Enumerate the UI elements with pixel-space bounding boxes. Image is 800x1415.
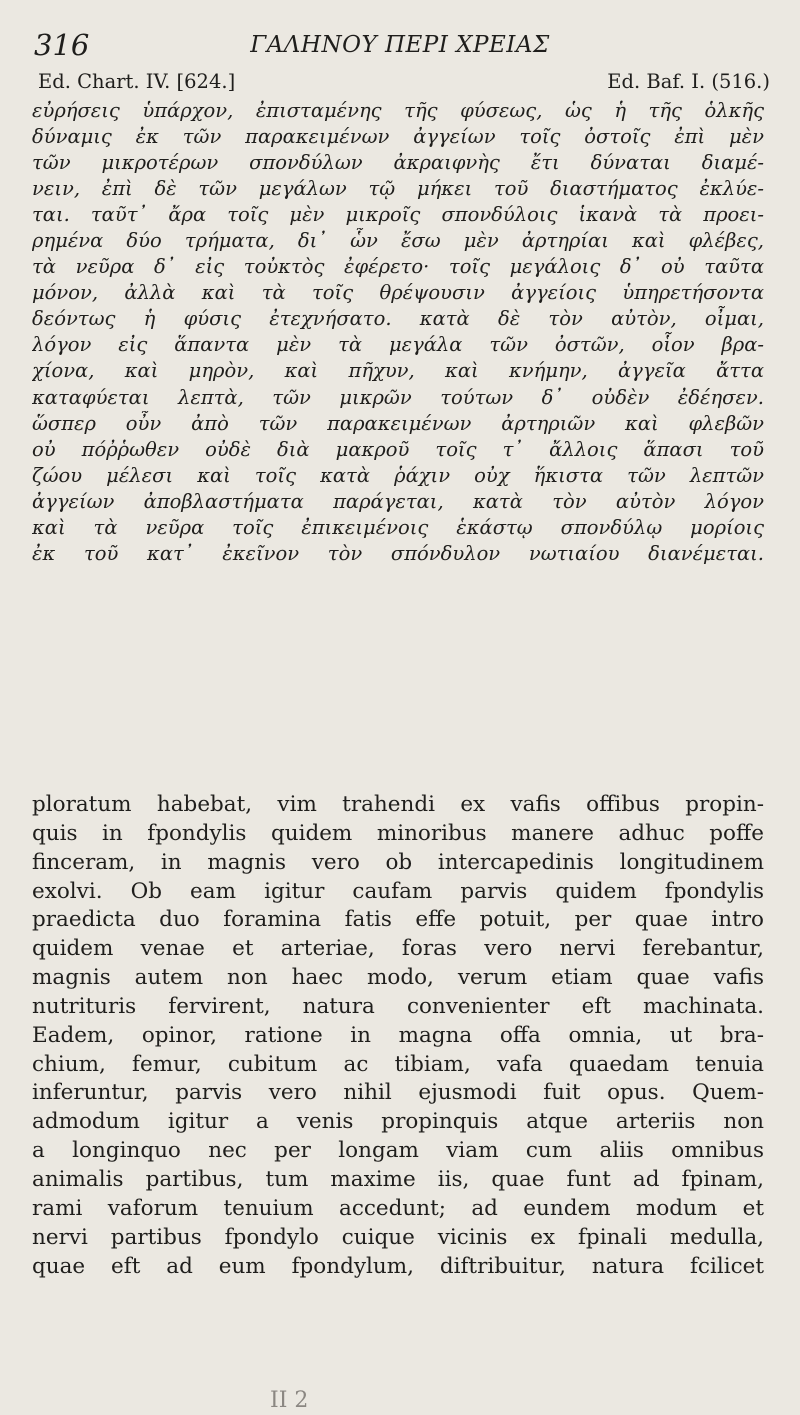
greek-text-line: λόγον εἰς ἅπαντα μὲν τὰ μεγάλα τῶν ὀστῶν, οἷον βρα- [32, 333, 764, 357]
running-title: ΓΑΛΗΝΟΥ ΠΕΡΙ ΧΡΕΙΑΣ [250, 32, 550, 58]
signature-mark: II 2 [270, 1388, 309, 1413]
greek-text-line: ἀγγείων ἀποβλαστήματα παράγεται, κατὰ τὸν αὐτὸν λόγον [32, 489, 764, 513]
greek-text-block [32, 98, 764, 567]
greek-text-line: τὰ νεῦρα δ᾽ εἰς τοὐκτὸς ἐφέρετο· τοῖς μεγάλοις δ᾽ οὐ ταῦτα [32, 255, 764, 279]
latin-text-line: finceram, in magnis vero ob intercapedinis longitudinem [32, 849, 764, 875]
greek-text-line: ται. ταῦτ᾽ ἄρα τοῖς μὲν μικροῖς σπονδύλοις ἱκανὰ τὰ προει- [32, 203, 764, 227]
greek-text-line: χίονα, καὶ μηρὸν, καὶ πῆχυν, καὶ κνήμην, ἀγγεῖα ἄττα [32, 359, 764, 383]
latin-text-line: magnis autem non haec modo, verum etiam quae vafis [32, 965, 764, 991]
greek-text-line: μόνον, ἀλλὰ καὶ τὰ τοῖς θρέψουσιν ἀγγείοις ὑπηρετήσοντα [32, 281, 764, 305]
latin-text-line: quae eft ad eum fpondylum, diftribuitur, natura fcilicet [32, 1253, 764, 1279]
greek-text-line: δύναμις ἐκ τῶν παρακειμένων ἀγγείων τοῖς ὀστοῖς ἐπὶ μὲν [32, 125, 764, 149]
greek-text-line: ζώου μέλεσι καὶ τοῖς κατὰ ῥάχιν οὐχ ἥκιστα τῶν λεπτῶν [32, 463, 764, 487]
greek-text-line: οὐ πόῤῥωθεν οὐδὲ διὰ μακροῦ τοῖς τ᾽ ἄλλοις ἅπασι τοῦ [32, 437, 764, 461]
page-number: 316 [34, 28, 90, 62]
latin-text-line: quis in fpondylis quidem minoribus manere adhuc poffe [32, 820, 764, 846]
latin-text-line: quidem venae et arteriae, foras vero nervi ferebantur, [32, 936, 764, 962]
greek-text-line: νειν, ἐπὶ δὲ τῶν μεγάλων τῷ μήκει τοῦ διαστήματος ἐκλύε- [32, 177, 764, 201]
running-head [30, 28, 770, 64]
greek-text-line: δεόντως ἡ φύσις ἐτεχνήσατο. κατὰ δὲ τὸν αὐτὸν, οἶμαι, [32, 307, 764, 331]
greek-text-line: τῶν μικροτέρων σπονδύλων ἀκραιφνὴς ἔτι δύναται διαμέ- [32, 151, 764, 175]
edition-references [38, 70, 770, 100]
latin-text-line: a longinquo nec per longam viam cum aliis omnibus [32, 1138, 764, 1164]
latin-text-line: admodum igitur a venis propinquis atque arteriis non [32, 1109, 764, 1135]
latin-text-line: rami vaforum tenuium accedunt; ad eundem modum et [32, 1195, 764, 1221]
latin-text-line: nervi partibus fpondylo cuique vicinis ex fpinali medulla, [32, 1224, 764, 1250]
edition-reference-basel: Ed. Baf. I. (516.) [607, 70, 770, 93]
greek-text-line: ἐκ τοῦ κατ᾽ ἐκεῖνον τὸν σπόνδυλον νωτιαίου διανέμεται. [32, 541, 764, 565]
latin-text-line: Eadem, opinor, ratione in magna offa omnia, ut bra- [32, 1022, 764, 1048]
greek-text-line: ρημένα δύο τρήματα, δι᾽ ὧν ἔσω μὲν ἀρτηρίαι καὶ φλέβες, [32, 229, 764, 253]
greek-text-line: ὥσπερ οὖν ἀπὸ τῶν παρακειμένων ἀρτηριῶν καὶ φλεβῶν [32, 411, 764, 435]
greek-text-line: εὐρήσεις ὑπάρχον, ἐπισταμένης τῆς φύσεως, ὡς ἡ τῆς ὁλκῆς [32, 99, 764, 122]
latin-text-block [32, 791, 764, 1281]
latin-text-line: exolvi. Ob eam igitur caufam parvis quidem fpondylis [32, 878, 764, 904]
edition-reference-chartier: Ed. Chart. IV. [624.] [38, 70, 236, 93]
greek-text-line: καὶ τὰ νεῦρα τοῖς ἐπικειμένοις ἑκάστῳ σπονδύλῳ μορίοις [32, 515, 764, 539]
latin-text-line: nutrituris fervirent, natura convenienter eft machinata. [32, 993, 764, 1019]
latin-text-line: chium, femur, cubitum ac tibiam, vafa quaedam tenuia [32, 1051, 764, 1077]
latin-text-line: ploratum habebat, vim trahendi ex vafis offibus propin- [32, 792, 764, 817]
latin-text-line: inferuntur, parvis vero nihil ejusmodi fuit opus. Quem- [32, 1080, 764, 1106]
latin-text-line: animalis partibus, tum maxime iis, quae funt ad fpinam, [32, 1166, 764, 1192]
latin-text-line: praedicta duo foramina fatis effe potuit, per quae intro [32, 907, 764, 933]
greek-text-line: καταφύεται λεπτὰ, τῶν μικρῶν τούτων δ᾽ οὐδὲν ἐδέησεν. [32, 385, 764, 409]
